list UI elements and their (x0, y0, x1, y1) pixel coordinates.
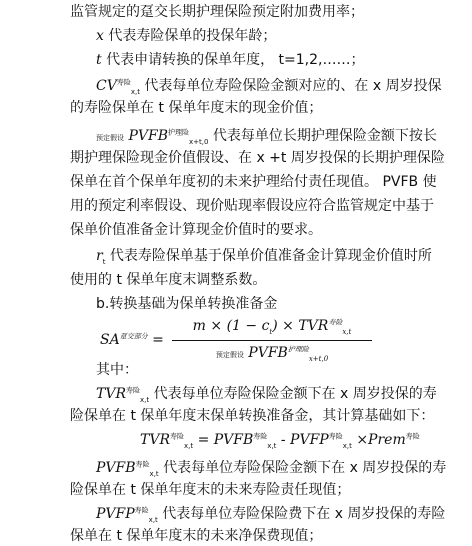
formula-sa-numerator (172, 318, 372, 334)
var-r: r (96, 248, 103, 264)
var-pvfp: PVFP (96, 506, 135, 522)
tvr-rhs-prem: ×Prem (356, 432, 406, 448)
section-heading-b: b.转换基础为保单转换准备金 (96, 296, 278, 312)
equals-sign: = (152, 332, 164, 348)
text-line-4 (96, 76, 472, 96)
var-pvfp-sub: x,t (148, 515, 158, 524)
var-pvfp-sup: 寿险 (134, 506, 149, 515)
tvr-lhs-sup: 寿险 (170, 432, 184, 441)
tvr-rhs-pvfb-sup: 寿险 (253, 432, 268, 441)
text-line-15-body: 代表每单位寿险保险金额下在 x 周岁投保的寿 (149, 386, 437, 402)
text-line-16: 险保单在 t 保单年度末保单转换准备金，其计算基础如下： (70, 408, 435, 424)
text-line-21: 保单在 t 保单年度末的未来净保费现值； (70, 528, 323, 544)
var-cv-sup: 寿险 (116, 78, 131, 87)
text-line-3-body: 代表申请转换的保单年度， t=1,2,……； (101, 52, 365, 68)
text-line-2 (96, 26, 472, 46)
var-pvfb-2: PVFB (96, 460, 136, 476)
var-pvfb-2-sub: x,t (149, 469, 159, 478)
tvr-rhs-pvfb-sub: x,t (267, 441, 277, 450)
text-line-15 (96, 384, 472, 404)
var-pvfb-sup: 护理险 (168, 128, 189, 137)
text-line-20-body: 代表每单位寿险保险费下在 x 周岁投保的寿险 (157, 506, 446, 522)
var-pvfb: PVFB (128, 128, 168, 144)
num-sup: 寿险 (328, 318, 343, 327)
fraction-bar (172, 340, 372, 341)
text-line-2-body: 代表寿险保单的投保年龄； (103, 28, 277, 44)
var-pvfb-2-sup: 寿险 (135, 460, 150, 469)
var-cv: CV (96, 78, 117, 94)
text-line-5: 的寿险保单在 t 保单年度末的现金价值； (70, 100, 323, 116)
text-line-8: 保单在首个保单年度初的未来护理给付责任现值。 PVFB 使 (70, 174, 437, 190)
formula-tvr (140, 432, 420, 448)
num-sub-t: t (269, 327, 273, 336)
text-line-3 (96, 50, 472, 70)
num-sub-xt: x,t (342, 327, 352, 336)
den-sup: 护理险 (287, 345, 309, 354)
num-part-1: m × (1 − c (192, 318, 270, 334)
sa-sup: 趸交部分 (119, 332, 148, 341)
formula-sa-denominator (172, 345, 372, 361)
tvr-lhs: TVR (140, 432, 170, 448)
var-r-sub: t (102, 257, 106, 266)
tvr-lhs-sub: x,t (184, 441, 194, 450)
num-part-2: ) × TVR (272, 318, 329, 334)
text-line-20 (96, 504, 472, 524)
tvr-rhs-pvfp-sub: x,t (342, 441, 352, 450)
var-t: t (96, 52, 102, 68)
assumption-prefix: 预定假设 (96, 134, 124, 142)
formula-sa-lhs (100, 332, 164, 348)
den-sub: x+t,0 (308, 354, 329, 363)
var-tvr-sup: 寿险 (126, 386, 140, 395)
text-line-6 (96, 126, 472, 148)
var-x: x (96, 28, 104, 44)
text-line-4-body: 代表每单位寿险保险金额对应的、在 x 周岁投保 (139, 78, 442, 94)
sa-symbol: SA (100, 332, 120, 348)
text-line-9: 用的预定利率假设、现价贴现率假设应符合监管规定中基于 (70, 198, 434, 214)
text-line-14: 其中： (96, 362, 138, 378)
den-pvfb: PVFB (248, 345, 288, 361)
text-line-18 (96, 458, 472, 478)
tvr-rhs-pvfp: - PVFP (280, 432, 329, 448)
text-line-7: 期护理保险现金价值假设、在 x +t 周岁投保的长期护理保险 (70, 150, 445, 166)
var-tvr: TVR (96, 386, 126, 402)
var-pvfb-sub: x+t,0 (189, 137, 209, 146)
text-line-11 (96, 246, 472, 266)
text-line-1: 监管规定的趸交长期护理保险预定附加费用率； (70, 4, 364, 20)
text-line-11-body: 代表寿险保单基于保单价值准备金计算现金价值时所 (105, 248, 432, 264)
var-tvr-sub: x,t (140, 395, 150, 404)
tvr-rhs-pvfb: = PVFB (197, 432, 254, 448)
text-line-10: 保单价值准备金计算现金价值时的要求。 (70, 222, 322, 238)
text-line-12: 使用的 t 保单年度末调整系数。 (70, 272, 267, 288)
text-line-19: 险保单在 t 保单年度末的未来寿险责任现值； (70, 482, 351, 498)
den-prefix: 预定假设 (215, 351, 244, 359)
formula-sa-fraction (172, 318, 372, 361)
var-cv-sub: x,t (130, 87, 140, 96)
tvr-rhs-pvfp-sup: 寿险 (328, 432, 343, 441)
text-line-6-body: 代表每单位长期护理保险金额下按长 (208, 128, 437, 144)
tvr-rhs-prem-sup: 寿险 (405, 432, 420, 441)
text-line-18-body: 代表每单位寿险保险金额下在 x 周岁投保的寿 (158, 460, 447, 476)
